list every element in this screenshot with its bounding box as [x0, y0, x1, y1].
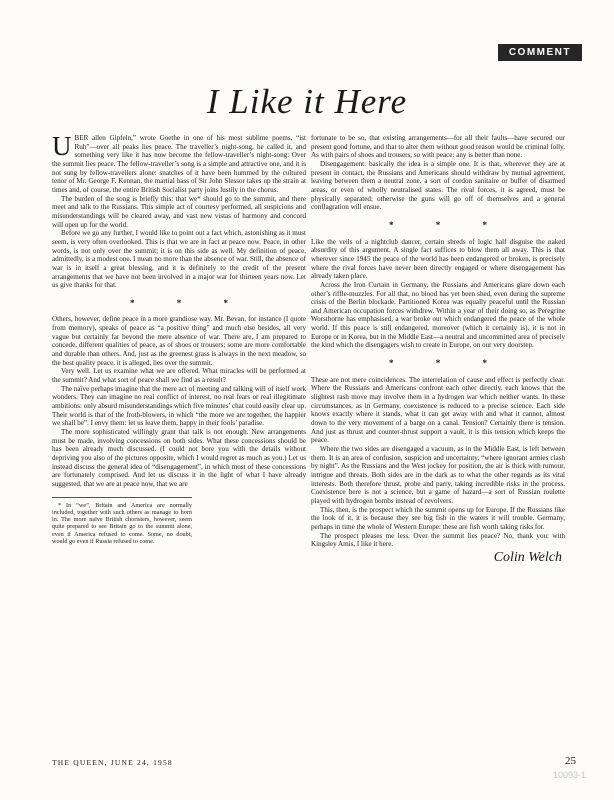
- author-byline: Colin Welch: [493, 549, 562, 565]
- paragraph: Others, however, define peace in a more grandiose way. Mr. Bevan, for instance (I quote from memory), speaks of peace as “a positive thing” and much else besides, all very vague but certainly far beyond the mere absence of war. There are, I am prepared to concede, different qualities of peace, as of shoes or trousers; some are more comfortable and durable than others. And, just as the greenest grass is always in the next meadow, so the best quality peace, it is alleged, lies over the summit.: [52, 315, 306, 367]
- paragraph: Very well. Let us examine what we are offered. What miracles will be performed at the summit? And what sort of peace shall we find as a result?: [52, 367, 306, 385]
- paragraph: Where the two sides are disengaged a vacuum, as in the Middle East, is left between them. It is an area of confusion, suspicion and uncertainty, “where ignorant armies clash by night”. As the Russians and the West jockey for position, the air is thick with rumour, intrigue and threats. Both sides are in the dark as to what the other regards as its vital interests. Both therefore thrust, probe and parry, taking incredible risks in the process. Coexistence here is not a science, but a game of hazard—a sort of Russian roulette played with hydrogen bombs instead of revolvers.: [311, 445, 565, 505]
- section-tag: COMMENT: [498, 44, 582, 61]
- paragraph-text: BER allen Gipfeln,” wrote Goethe in one of his most sublime poems, “ist Ruh”—over all peaks lies peace. The traveller’s night-song, he called it, and something very like it has now become the fellow-traveller’s night-song: Over the summit lies peace. The fellow-traveller’s song is a simple and attractive one, and it is not sung by fellow-travellers alone: snatches of it have been hummed by the cultured tenor of Mr. George F. Kennan, the martial bass of Sir John Slessor takes up the strain at times and, of course, the entire British Socialist party joins lustily in the chorus.: [52, 134, 306, 194]
- paragraph: Like the veils of a nightclub dancer, certain shreds of logic half disguise the naked absurdity of this argument. A single fact suffices to blow them all away. This is that wherever since 1945 the peace of the world has been endangered or broken, is precisely where the rival forces have never been directly engaged or where disengagement has already taken place.: [311, 237, 565, 281]
- paragraph: The prospect pleases me less. Over the summit lies peace? No, thank you: with Kingsley Amis, I like it here.: [311, 531, 565, 549]
- section-divider: * * *: [130, 297, 248, 308]
- paragraph: The burden of the song is briefly this: that we* should go to the summit, and there meet and talk to the Russians. This simple act of courtesy performed, all suspicions and misunderstandings will be cleared away, and vast new vistas of harmony and concord will open up for the world.: [52, 194, 306, 229]
- article-title: I Like it Here: [206, 82, 408, 121]
- paragraph: The naïve perhaps imagine that the mere act of meeting and talking will of itself work wonders. They can imagine no real conflict of interest, no real fears or real illegitimate ambitions: only absurd misunderstandings which five minutes’ chat could easily clear up. Their world is that of the froth-blowers, in which “the more we are together, the happier we shall be”. I envy them: let us leave them, happy in their fools’ paradise.: [52, 384, 306, 428]
- section-divider: * * *: [389, 219, 507, 230]
- archive-stamp: 10093-1: [552, 770, 586, 780]
- right-column: [311, 134, 565, 563]
- footnote-text: * In “we”, Britain and America are normally included, together with such others as manage to horn in. The more naïve British choristers, however, seem quite prepared to see Britain go to the summit alone, even if America refused to come. Some, no doubt, would go even if Russia refused to come.: [52, 501, 192, 546]
- paragraph: Before we go any further, I would like to point out a fact which, astonishing as it must seem, is very often overlooked. This is that we are in fact at peace now. Peace, in other words, is not only over the summit; it is on this side as well. My definition of peace, admittedly, is a modest one. I mean no more than the absence of war. Still, the absence of war is in itself a great blessing, and it is definitely to the credit of the present arrangements that we have not been involved in a major war for thirteen years now. Let us give thanks for that.: [52, 229, 306, 290]
- left-column: [52, 131, 306, 546]
- paragraph: Across the Iron Curtain in Germany, the Russians and Americans glare down each other’s riffle-muzzles. For all that, no blood has yet been shed, even during the supreme crisis of the Berlin blockade. Partitioned Korea was equally peaceful until the Russian and American occupation forces withdrew. Within a year of their doing so, as Peregrine Worsthorne has emphasised, a war broke out which endangered the peace of the whole world. If this peace is still endangered, moreover (which it certainly is), it is not in Europe or in Korea, but in the Middle East—a neutral and uncommitted area of precisely the kind which the disengagers wish to create in Europe, on our very doorstep.: [311, 280, 565, 350]
- paragraph: fortunate to be so, that existing arrangements—for all their faults—have secured our present good fortune, and that to alter them without good reason would be criminal folly. As with pairs of shoes and trousers, so with peace: any is better than none.: [311, 134, 565, 160]
- drop-cap: U: [52, 131, 72, 161]
- paragraph: These are not mere coincidences. The interrelation of cause and effect is perfectly clear. Where the Russians and Americans confront each other directly, each knows that the slightest rash move may involve them in a hydrogen war which neither wants. In these circumstances, as in Germany, coexistence is reduced to a precise science. Each side knows exactly where it stands, what it can get away with and what it cannot, almost down to the very movement of a barge on a canal. Tension? Certainly there is tension. And just as thrust and counter-thrust support a vault, it is this tension which keeps the peace.: [311, 375, 565, 445]
- footnote: [52, 497, 192, 546]
- paragraph: This, then, is the prospect which the summit opens up for Europe. If the Russians like the look of it, it is because they see big fish in the waters it will trouble. Germany, perhaps in time the whole of Western Europe: these are fish worth taking risks for.: [311, 505, 565, 531]
- section-divider: * * *: [389, 358, 507, 369]
- paragraph: The more sophisticated willingly grant that talk is not enough. New arrangements must be made, involving concessions on both sides. What these concessions should be has been already much discussed. (I could not bore you with the details without depriving you also of the pictures opposite, which I would regret as much as you.) Let us instead discuss the general idea of “disengagement”, in which most of these concessions are fortunately comprised. And let us discuss it in the light of what I have already suggested, that we are at peace now, that we are: [52, 428, 306, 488]
- publication-footer: THE QUEEN, JUNE 24, 1958: [52, 758, 173, 767]
- page-number: 25: [565, 755, 576, 767]
- paragraph: [52, 131, 306, 195]
- paragraph: Disengagement: basically the idea is a simple one. It is that, wherever they are at present in contact, the Russians and Americans should withdraw by mutual agreement, leaving between them a neutral zone, a sort of cordon sanitaire or buffer of disarmed areas, or even of wholly neutralised states. The rival forces, it is agreed, must be physically separated; otherwise the guns will go off of themselves and a general conflagration will ensue.: [311, 159, 565, 212]
